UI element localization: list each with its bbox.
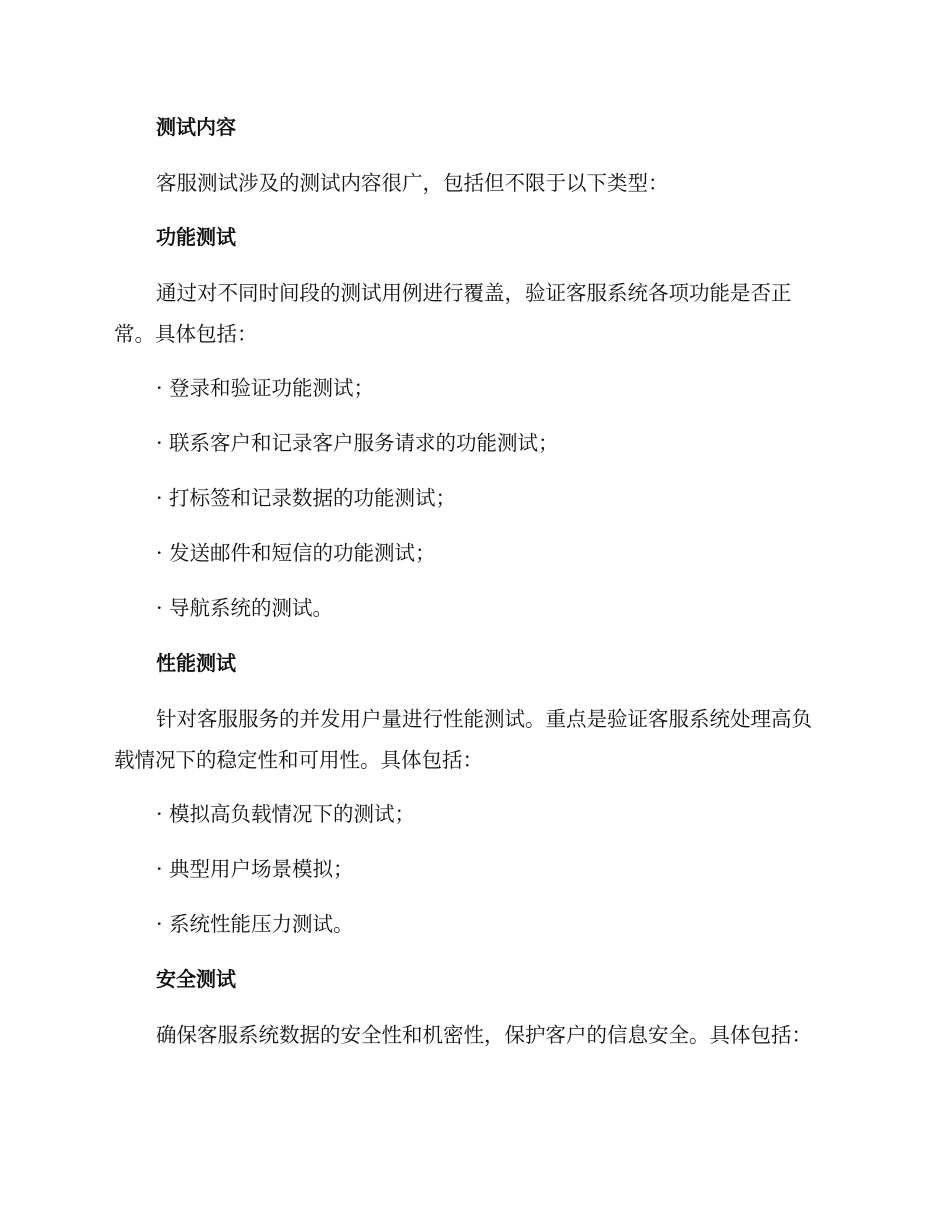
- list-item: · 系统性能压力测试。: [156, 912, 354, 936]
- paragraph-performance-test: 针对客服服务的并发用户量进行性能测试。重点是验证客服系统处理高负载情况下的稳定性和可用性。具体包括：: [114, 707, 812, 772]
- section-heading-security-test: 安全测试: [156, 967, 236, 991]
- document-page: [114, 108, 832, 1070]
- section-heading-test-content: 测试内容: [156, 115, 236, 139]
- list-item: · 模拟高负载情况下的测试；: [156, 802, 416, 826]
- paragraph-functional-test: 通过对不同时间段的测试用例进行覆盖，验证客服系统各项功能是否正常。具体包括：: [114, 281, 792, 346]
- list-item: · 打标签和记录数据的功能测试；: [156, 486, 457, 510]
- list-item: · 发送邮件和短信的功能测试；: [156, 541, 436, 565]
- paragraph-test-content-intro: 客服测试涉及的测试内容很广，包括但不限于以下类型：: [156, 171, 669, 195]
- section-heading-functional-test: 功能测试: [156, 225, 236, 249]
- section-heading-performance-test: 性能测试: [156, 651, 236, 675]
- list-item: · 典型用户场景模拟；: [156, 857, 354, 881]
- paragraph-security-test: 确保客服系统数据的安全性和机密性，保护客户的信息安全。具体包括：: [156, 1023, 812, 1047]
- list-item: · 联系客户和记录客户服务请求的功能测试；: [156, 431, 559, 455]
- list-item: · 登录和验证功能测试；: [156, 376, 375, 400]
- list-item: · 导航系统的测试。: [156, 596, 334, 620]
